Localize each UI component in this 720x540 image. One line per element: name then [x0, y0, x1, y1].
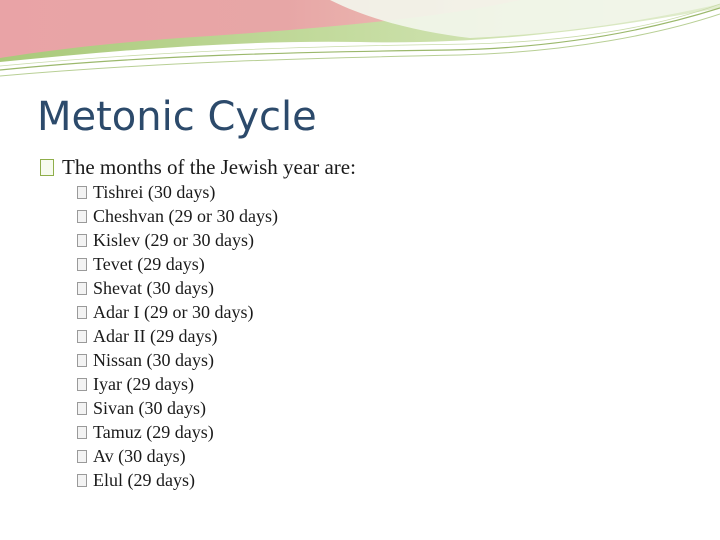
square-bullet-icon: [77, 210, 87, 223]
list-item: [77, 324, 278, 348]
month-label: Tamuz (29 days): [93, 421, 214, 442]
header-decoration: [0, 0, 720, 90]
list-item: [77, 396, 278, 420]
list-item: [77, 252, 278, 276]
list-item: [77, 348, 278, 372]
main-bullet: [40, 154, 356, 180]
list-item: [77, 228, 278, 252]
square-bullet-icon: [77, 354, 87, 367]
month-label: Tevet (29 days): [93, 253, 205, 274]
month-label: Sivan (30 days): [93, 397, 206, 418]
square-bullet-icon: [77, 234, 87, 247]
month-label: Av (30 days): [93, 445, 186, 466]
square-bullet-icon: [77, 258, 87, 271]
month-label: Nissan (30 days): [93, 349, 214, 370]
square-bullet-icon: [77, 426, 87, 439]
slide-title: Metonic Cycle: [37, 94, 317, 140]
square-bullet-icon: [77, 282, 87, 295]
list-item: [77, 372, 278, 396]
month-label: Cheshvan (29 or 30 days): [93, 205, 278, 226]
list-item: [77, 444, 278, 468]
list-item: [77, 180, 278, 204]
list-item: [77, 204, 278, 228]
square-bullet-icon: [40, 159, 54, 176]
month-label: Iyar (29 days): [93, 373, 194, 394]
square-bullet-icon: [77, 450, 87, 463]
square-bullet-icon: [77, 378, 87, 391]
square-bullet-icon: [77, 402, 87, 415]
square-bullet-icon: [77, 306, 87, 319]
square-bullet-icon: [77, 186, 87, 199]
list-item: [77, 276, 278, 300]
main-bullet-text: The months of the Jewish year are:: [62, 154, 356, 179]
square-bullet-icon: [77, 474, 87, 487]
month-list: [77, 180, 278, 492]
square-bullet-icon: [77, 330, 87, 343]
month-label: Shevat (30 days): [93, 277, 214, 298]
month-label: Elul (29 days): [93, 469, 195, 490]
list-item: [77, 300, 278, 324]
month-label: Adar II (29 days): [93, 325, 218, 346]
list-item: [77, 468, 278, 492]
month-label: Adar I (29 or 30 days): [93, 301, 254, 322]
month-label: Kislev (29 or 30 days): [93, 229, 254, 250]
month-label: Tishrei (30 days): [93, 181, 216, 202]
list-item: [77, 420, 278, 444]
